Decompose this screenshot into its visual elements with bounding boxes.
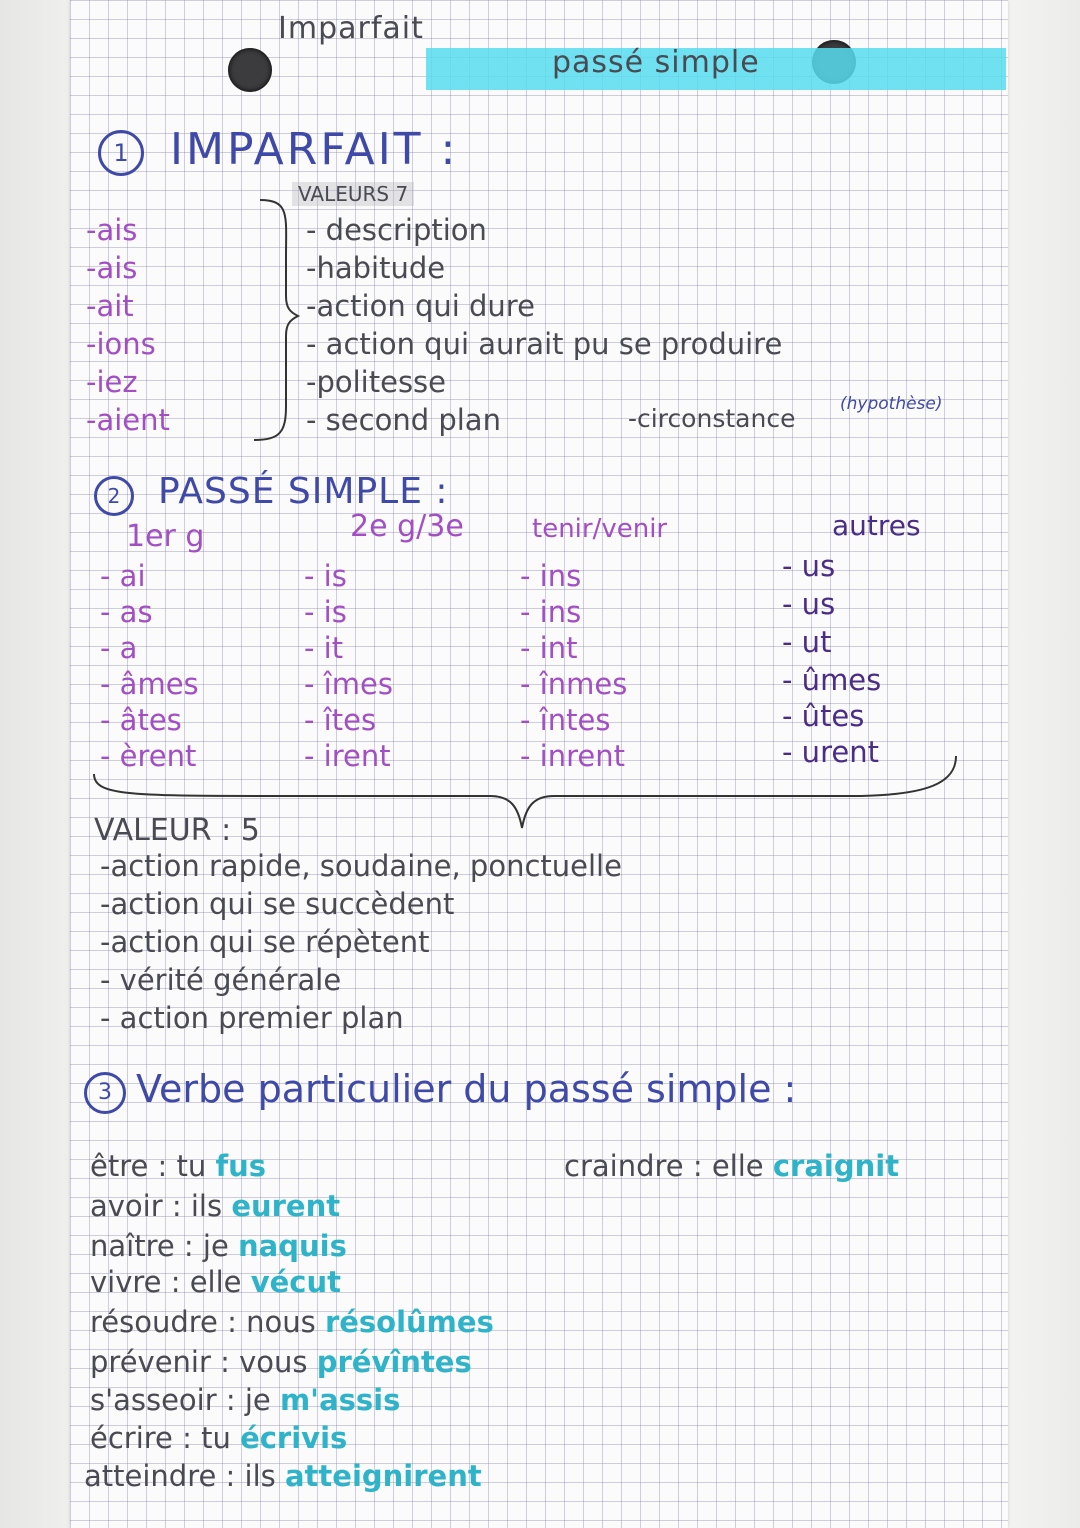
verbe-item bbox=[90, 1265, 342, 1299]
imparfait-value: -habitude bbox=[306, 251, 446, 285]
ending-cell: - ûtes bbox=[782, 699, 865, 733]
page-background-left bbox=[0, 0, 70, 1528]
imparfait-value: -politesse bbox=[306, 365, 447, 399]
verbe-prefix: vivre : elle bbox=[90, 1265, 242, 1299]
passe-simple-value: - action premier plan bbox=[100, 1001, 404, 1035]
ending-cell: - ut bbox=[782, 625, 832, 659]
imparfait-ending: -aient bbox=[86, 403, 170, 437]
ending-cell: - ins bbox=[520, 559, 582, 593]
verbe-form: m'assis bbox=[279, 1383, 401, 1417]
verbe-prefix: naître : je bbox=[90, 1229, 229, 1263]
section-1-number-circle bbox=[98, 130, 144, 176]
imparfait-value: - second plan bbox=[306, 403, 501, 437]
ending-cell: - èrent bbox=[100, 739, 197, 773]
section-3-number: 3 bbox=[98, 1080, 112, 1105]
verbe-item bbox=[90, 1229, 347, 1263]
verbe-item bbox=[84, 1459, 482, 1493]
verbe-form: vécut bbox=[250, 1265, 342, 1299]
ending-cell: - us bbox=[782, 549, 836, 583]
page-background-right bbox=[1008, 0, 1080, 1528]
verbe-item bbox=[90, 1421, 348, 1455]
passe-simple-value: - vérité générale bbox=[100, 963, 342, 997]
ending-cell: - îmes bbox=[304, 667, 393, 701]
ending-cell: - is bbox=[304, 559, 347, 593]
verbe-form: résolûmes bbox=[324, 1305, 494, 1339]
passe-simple-value: -action qui se succèdent bbox=[100, 887, 455, 921]
imparfait-ending: -ais bbox=[86, 213, 138, 247]
verbe-item bbox=[90, 1345, 472, 1379]
verbe-item bbox=[90, 1149, 267, 1183]
imparfait-ending: -ions bbox=[86, 327, 156, 361]
ending-cell: - urent bbox=[782, 735, 879, 769]
ending-cell: - a bbox=[100, 631, 138, 665]
verbe-form: prévîntes bbox=[316, 1345, 472, 1379]
grid-paper-sheet bbox=[70, 0, 1008, 1528]
section-2-number-circle bbox=[94, 476, 134, 516]
ending-cell: - it bbox=[304, 631, 344, 665]
ending-cell: - inrent bbox=[520, 739, 625, 773]
verbe-prefix: craindre : elle bbox=[564, 1149, 764, 1183]
section-2-title: PASSÉ SIMPLE : bbox=[158, 471, 449, 512]
verbe-prefix: résoudre : nous bbox=[90, 1305, 316, 1339]
imparfait-ending: -ait bbox=[86, 289, 134, 323]
imparfait-ending: -ais bbox=[86, 251, 138, 285]
imparfait-extra-note: (hypothèse) bbox=[840, 394, 943, 414]
ending-cell: - us bbox=[782, 587, 836, 621]
verbe-form: écrivis bbox=[240, 1421, 348, 1455]
tab-passe-simple-label: passé simple bbox=[552, 45, 760, 80]
ending-cell: - int bbox=[520, 631, 578, 665]
ending-cell: - ûmes bbox=[782, 663, 882, 697]
binder-hole-top-left bbox=[228, 48, 272, 92]
verbe-form: craignit bbox=[772, 1149, 900, 1183]
section-3-title: Verbe particulier du passé simple : bbox=[136, 1067, 797, 1111]
ending-cell: - irent bbox=[304, 739, 391, 773]
imparfait-ending: -iez bbox=[86, 365, 138, 399]
verbe-prefix: être : tu bbox=[90, 1149, 207, 1183]
verbe-prefix: prévenir : vous bbox=[90, 1345, 308, 1379]
verbe-form: fus bbox=[215, 1149, 267, 1183]
section-1-number: 1 bbox=[113, 139, 129, 167]
ending-cell: - înmes bbox=[520, 667, 628, 701]
ending-cell: - întes bbox=[520, 703, 611, 737]
ending-cell: - âmes bbox=[100, 667, 199, 701]
passe-simple-values-heading: VALEUR : 5 bbox=[94, 813, 260, 848]
ending-cell: - as bbox=[100, 595, 153, 629]
column-header-autres: autres bbox=[832, 509, 921, 542]
tab-imparfait-label: Imparfait bbox=[278, 11, 424, 46]
verbe-prefix: écrire : tu bbox=[90, 1421, 231, 1455]
ending-cell: - ins bbox=[520, 595, 582, 629]
verbe-form: eurent bbox=[231, 1189, 341, 1223]
passe-simple-value: -action rapide, soudaine, ponctuelle bbox=[100, 849, 622, 883]
imparfait-value: - action qui aurait pu se produire bbox=[306, 327, 783, 361]
verbe-item bbox=[90, 1383, 401, 1417]
ending-cell: - îtes bbox=[304, 703, 377, 737]
imparfait-extra-value: -circonstance bbox=[628, 404, 796, 433]
verbe-item bbox=[90, 1305, 494, 1339]
column-header-tenir-venir: tenir/venir bbox=[532, 514, 668, 544]
section-2-number: 2 bbox=[107, 484, 121, 508]
passe-simple-value: -action qui se répètent bbox=[100, 925, 430, 959]
ending-cell: - âtes bbox=[100, 703, 182, 737]
imparfait-curly-brace bbox=[250, 196, 300, 446]
section-3-number-circle bbox=[84, 1072, 126, 1114]
verbe-prefix: s'asseoir : je bbox=[90, 1383, 271, 1417]
column-header-2e-3e-groupe: 2e g/3e bbox=[350, 509, 464, 544]
verbe-prefix: avoir : ils bbox=[90, 1189, 223, 1223]
ending-cell: - ai bbox=[100, 559, 146, 593]
imparfait-values-heading: VALEURS 7 bbox=[292, 182, 414, 206]
verbe-prefix: atteindre : ils bbox=[84, 1459, 276, 1493]
ending-cell: - is bbox=[304, 595, 347, 629]
verbe-item bbox=[90, 1189, 341, 1223]
verbe-form: atteignirent bbox=[284, 1459, 482, 1493]
column-header-1er-groupe: 1er g bbox=[126, 519, 205, 554]
imparfait-value: -action qui dure bbox=[306, 289, 535, 323]
imparfait-value: - description bbox=[306, 213, 487, 247]
verbe-side-item bbox=[564, 1149, 900, 1183]
section-1-title: IMPARFAIT : bbox=[170, 124, 459, 175]
verbe-form: naquis bbox=[238, 1229, 347, 1263]
